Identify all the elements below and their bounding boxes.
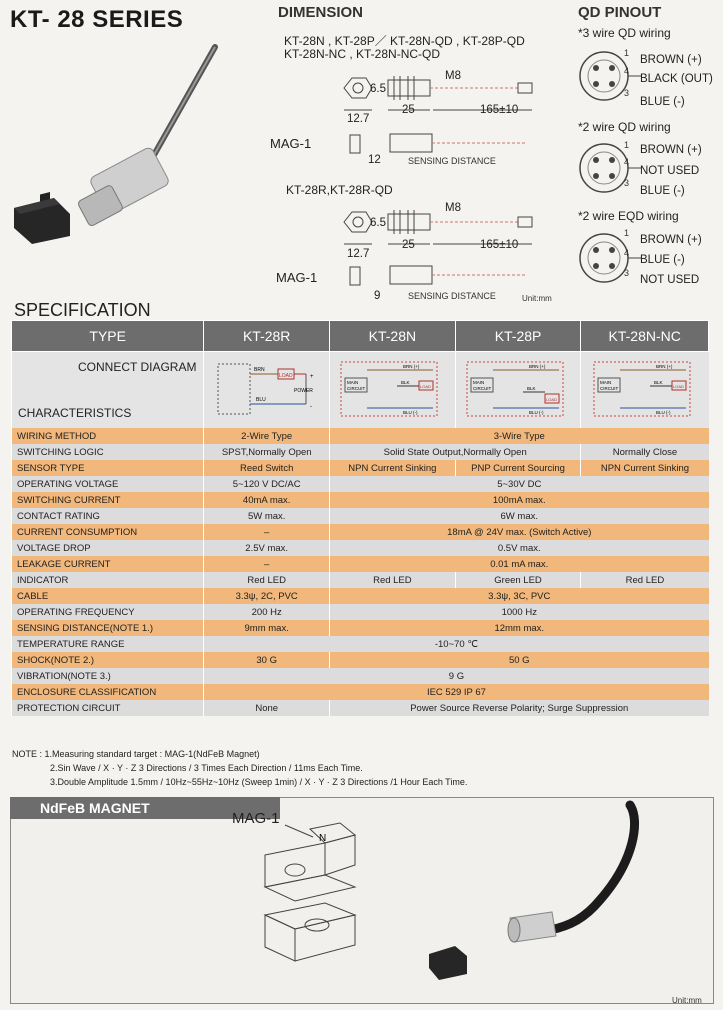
table-row [12,652,709,668]
spec-cell: 9 G [204,668,709,684]
dim-25-1: 25 [402,104,415,116]
qd-2wire-eqd-label4: BLUE (-) [640,254,685,266]
kt28n-nc-circuit: CIRCUIT [599,385,619,391]
qd-3wire-label4: BLACK (OUT) [640,73,713,85]
qd-2wire-label3: BLUE (-) [640,185,685,197]
spec-cell: 12mm max. [330,620,709,636]
qd-3wire-pin1: 1 [624,48,630,58]
spec-cell: Red LED [581,572,709,588]
kt28p-blk: BLK [527,385,536,391]
spec-cell: NPN Current Sinking [581,460,709,476]
table-row [12,588,709,604]
spec-cell: Green LED [455,572,581,588]
spec-cell: Reed Switch [204,460,330,476]
table-row [12,636,709,652]
kt28n-nc-brn: BRN (+) [655,363,673,369]
spec-cell: 5W max. [204,508,330,524]
spec-cell: Power Source Reverse Polarity; Surge Suppression [330,700,709,716]
spec-row-label: SWITCHING CURRENT [12,492,204,508]
spec-col-kt28r: KT-28R [204,321,330,352]
page-title: KT- 28 SERIES [10,6,184,33]
table-row [12,700,709,716]
connect-diagram-label: CONNECT DIAGRAM [78,360,197,374]
kt28n-main: MAIN [347,379,359,385]
spec-cell: NPN Current Sinking [330,460,456,476]
spec-row-label: TEMPERATURE RANGE [12,636,204,652]
kt28n-blu: BLU (-) [403,409,418,415]
spec-cell: 5~120 V DC/AC [204,476,330,492]
spec-cell: 18mA @ 24V max. (Switch Active) [330,524,709,540]
kt28r-plus: + [309,373,314,380]
dim-12-7-1: 12.7 [347,113,370,125]
dim-25-2: 25 [402,239,415,251]
spec-row-label: VIBRATION(NOTE 3.) [12,668,204,684]
qd-2wire-eqd-pin4: 4 [624,248,630,258]
spec-row-label: SENSING DISTANCE(NOTE 1.) [12,620,204,636]
magnet-banner-text: NdFeB MAGNET [40,800,150,816]
spec-cell: 200 Hz [204,604,330,620]
qd-3wire-label3: BLUE (-) [640,96,685,108]
kt28r-minus: - [309,403,312,410]
spec-row-label: CONTACT RATING [12,508,204,524]
table-row [12,476,709,492]
spec-cell: 100mA max. [330,492,709,508]
connector-2wire-icon [574,136,644,202]
spec-row-label: SWITCHING LOGIC [12,444,204,460]
kt28n-nc-load: LOAD [672,383,684,389]
table-row [12,428,709,444]
sensing-distance-2: SENSING DISTANCE [408,291,496,301]
dimension-group1-line1: KT-28N , KT-28P／ KT-28N-QD , KT-28P-QD [284,34,525,48]
magnet-photo [8,192,78,247]
spec-row-label: LEAKAGE CURRENT [12,556,204,572]
spec-cell: – [204,556,330,572]
kt28r-blu: BLU [255,396,266,403]
mag-label-2: MAG-1 [276,270,318,285]
mag-label-1: MAG-1 [270,136,312,151]
spec-cell: Red LED [204,572,330,588]
spec-row-label: SHOCK(NOTE 2.) [12,652,204,668]
qd-3wire-label1: BROWN (+) [640,54,702,66]
dim-m8-1: M8 [445,70,461,82]
spec-row-label: CURRENT CONSUMPTION [12,524,204,540]
spec-cell: None [204,700,330,716]
spec-col-type: TYPE [12,321,204,352]
spec-cell: 9mm max. [204,620,330,636]
kt28n-blk: BLK [401,379,410,385]
table-row [12,524,709,540]
dim-12-7-2: 12.7 [347,248,370,260]
qd-2wire-title: *2 wire QD wiring [578,120,671,134]
spec-row-label: ENCLOSURE CLASSIFICATION [12,684,204,700]
note-1: NOTE : 1.Measuring standard target : MAG-1(NdFeB Magnet) [12,749,260,759]
table-row [12,620,709,636]
spec-row-label: INDICATOR [12,572,204,588]
table-row [12,540,709,556]
kt28n-nc-blk: BLK [653,379,663,385]
sensor-with-cable-photo [490,800,712,1000]
qd-2wire-eqd-pin3: 3 [624,268,630,278]
spec-row-label: CABLE [12,588,204,604]
kt28p-brn: BRN (+) [529,363,546,369]
kt28n-circuit-diagram [337,358,447,420]
kt28p-circuit: CIRCUIT [473,385,492,391]
dim-9: 9 [374,290,381,302]
kt28r-power: POWER [293,387,313,394]
note-2: 2.Sin Wave / X · Y · Z 3 Directions / 3 Times Each Direction / 11ms Each Time. [50,763,363,773]
spec-cell: 0.5V max. [330,540,709,556]
table-row [12,460,709,476]
spec-cell: 6W max. [330,508,709,524]
qd-3wire-pin3: 3 [624,88,630,98]
qd-2wire-label1: BROWN (+) [640,144,702,156]
qd-2wire-eqd-title: *2 wire EQD wiring [578,209,679,223]
kt28p-blu: BLU (-) [529,409,544,415]
dimension-heading: DIMENSION [278,4,364,21]
spec-connect-diagram-row [12,352,709,429]
magnet-drawing [255,815,365,980]
qd-2wire-label4: NOT USED [640,165,700,177]
dim-m8-2: M8 [445,202,461,214]
specification-table [11,320,709,716]
spec-cell: Red LED [330,572,456,588]
kt28n-nc-circuit-diagram [590,358,700,420]
spec-header-row [12,321,709,352]
spec-cell: -10~70 ℃ [204,636,709,652]
qd-3wire-pin4: 4 [624,66,630,76]
kt28n-circuit: CIRCUIT [347,385,366,391]
kt28n-nc-blu: BLU (-) [655,409,671,415]
dim-6-5-1: 6.5 [370,83,386,95]
spec-cell: 3.3ψ, 2C, PVC [204,588,330,604]
mag1-label: MAG-1 [232,810,280,827]
spec-cell: SPST,Normally Open [204,444,330,460]
table-row [12,444,709,460]
spec-cell: 3.3ψ, 3C, PVC [330,588,709,604]
spec-cell: 2-Wire Type [204,428,330,444]
kt28p-load: LOAD [546,396,557,402]
connector-2wire-eqd-icon [574,226,644,292]
spec-cell: 30 G [204,652,330,668]
spec-row-label: OPERATING FREQUENCY [12,604,204,620]
spec-row-label: OPERATING VOLTAGE [12,476,204,492]
spec-row-label: SENSOR TYPE [12,460,204,476]
spec-row-label: PROTECTION CIRCUIT [12,700,204,716]
spec-cell: 50 G [330,652,709,668]
sensing-distance-1: SENSING DISTANCE [408,156,496,166]
magnet-n-pole: N [319,833,327,844]
qd-2wire-eqd-label3: NOT USED [640,274,700,286]
qd-2wire-pin1: 1 [624,140,630,150]
kt28r-circuit-diagram [212,358,322,420]
dim-6-5-2: 6.5 [370,217,386,229]
kt28n-load: LOAD [420,383,432,389]
kt28p-circuit-diagram [463,358,573,420]
table-row [12,556,709,572]
spec-cell: 5~30V DC [330,476,709,492]
table-row [12,684,709,700]
spec-col-kt28n-nc: KT-28N-NC [581,321,709,352]
dimension-group1-line2: KT-28N-NC , KT-28N-NC-QD [284,47,441,61]
qd-2wire-eqd-label1: BROWN (+) [640,234,702,246]
spec-cell: 3-Wire Type [330,428,709,444]
kt28r-brn: BRN [253,366,265,373]
note-3: 3.Double Amplitude 1.5mm / 10Hz~55Hz~10Hz (Sweep 1min) / X · Y · Z 3 Directions /1 Hour Each Time. [50,777,468,787]
spec-col-kt28n: KT-28N [330,321,456,352]
spec-cell: Normally Close [581,444,709,460]
qd-2wire-pin4: 4 [624,157,630,167]
characteristics-label: CHARACTERISTICS [18,406,132,420]
specification-heading: SPECIFICATION [14,300,151,320]
dim-12: 12 [368,154,381,166]
magnet-unit: Unit:mm [672,996,702,1005]
notes [12,747,467,789]
spec-cell: PNP Current Sourcing [455,460,581,476]
table-row [12,508,709,524]
spec-row-label: WIRING METHOD [12,428,204,444]
spec-cell: 2.5V max. [204,540,330,556]
dim-165-1: 165±10 [480,104,519,116]
spec-cell: 1000 Hz [330,604,709,620]
kt28n-nc-main: MAIN [599,379,612,385]
magnet-photo-small [425,942,471,982]
qd-3wire-title: *3 wire QD wiring [578,26,671,40]
spec-cell: 0.01 mA max. [330,556,709,572]
dimension-group2: KT-28R,KT-28R-QD [286,183,393,197]
kt28r-load: LOAD [278,372,293,379]
qd-2wire-eqd-pin1: 1 [624,228,630,238]
connector-3wire-icon [574,44,644,110]
mag-sensing-drawing-2 [345,262,535,292]
spec-cell: – [204,524,330,540]
kt28n-brn: BRN (+) [403,363,420,369]
table-row [12,668,709,684]
kt28p-main: MAIN [473,379,485,385]
qd-2wire-pin3: 3 [624,178,630,188]
spec-cell: IEC 529 IP 67 [204,684,709,700]
spec-row-label: VOLTAGE DROP [12,540,204,556]
table-row [12,492,709,508]
dim-165-2: 165±10 [480,239,519,251]
dimension-unit: Unit:mm [522,294,552,303]
table-row [12,604,709,620]
spec-col-kt28p: KT-28P [455,321,581,352]
table-row [12,572,709,588]
spec-cell: Solid State Output,Normally Open [330,444,581,460]
qd-pinout-heading: QD PINOUT [578,4,662,21]
spec-cell: 40mA max. [204,492,330,508]
